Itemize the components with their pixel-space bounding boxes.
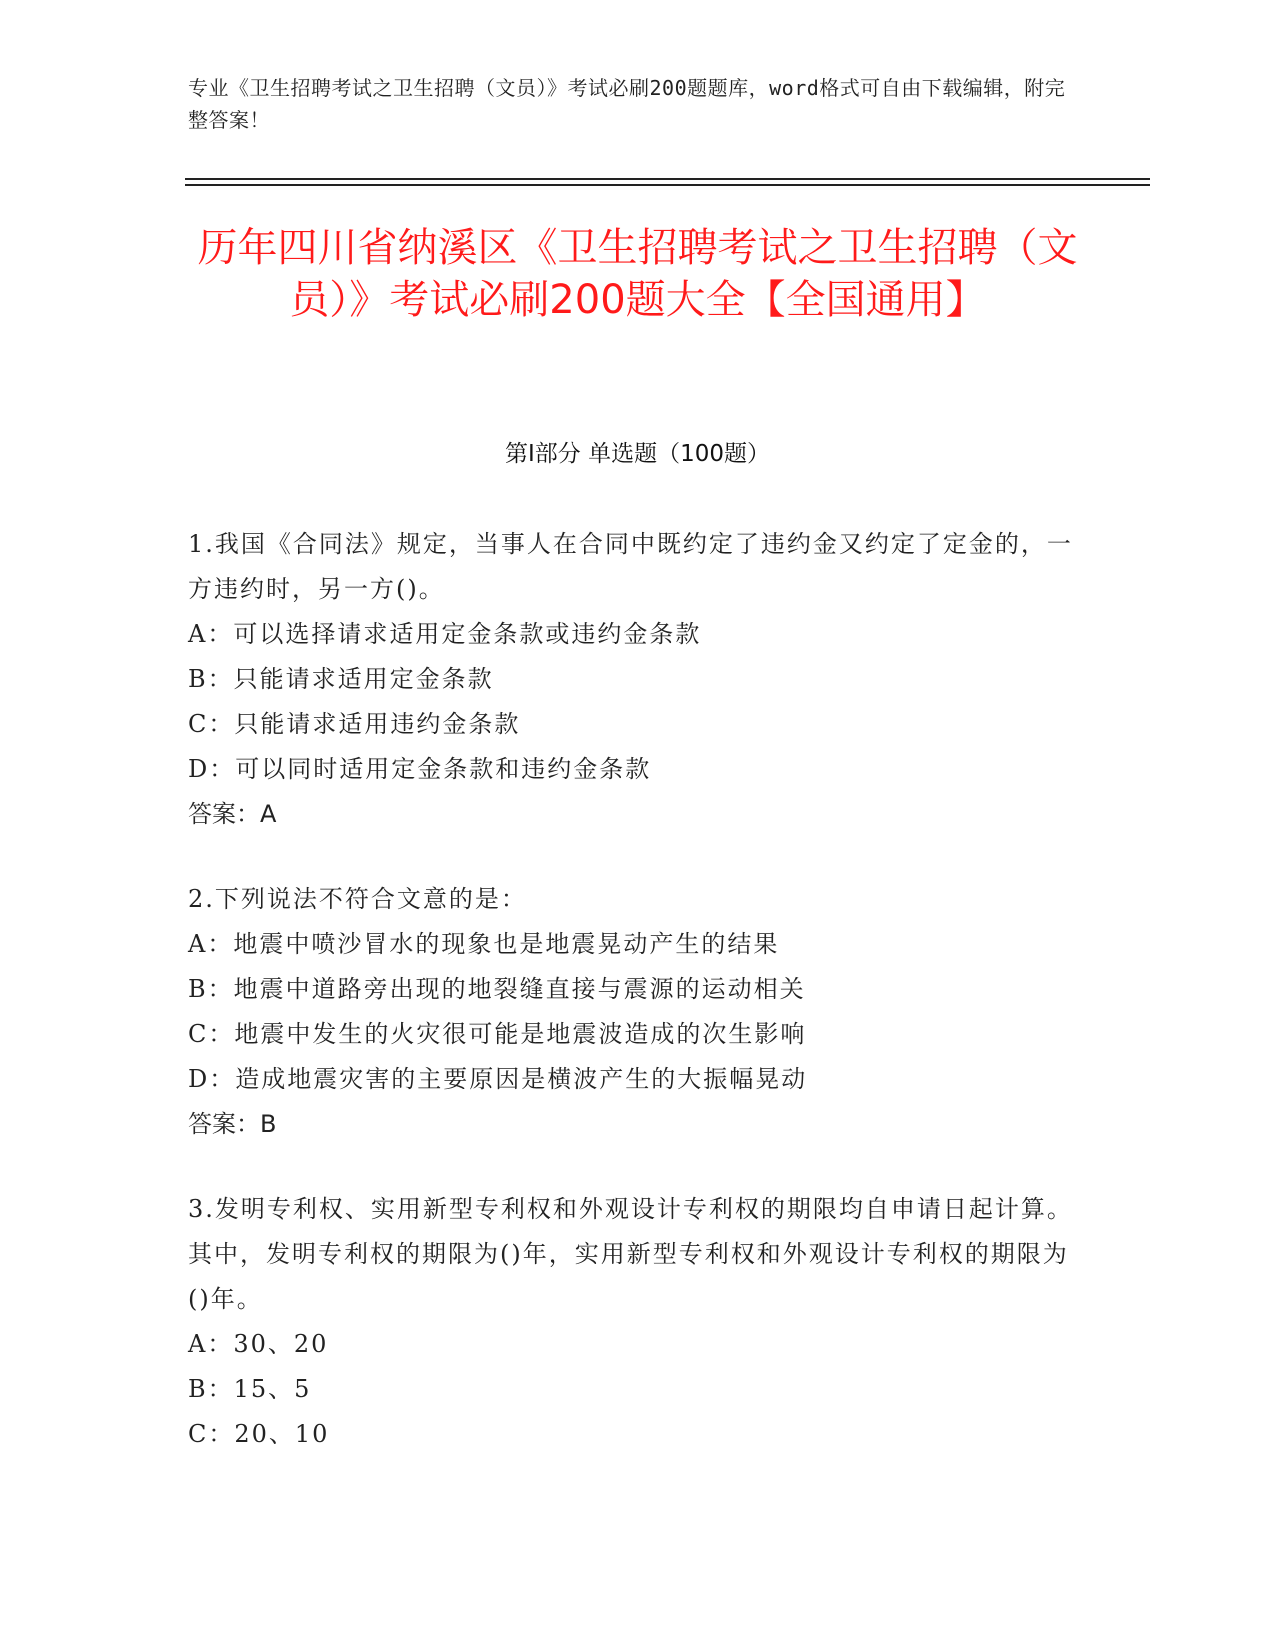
question-stem: 2.下列说法不符合文意的是： — [188, 885, 527, 913]
answer: 答案：A — [188, 800, 277, 828]
question-2 — [188, 877, 1088, 1147]
question-1 — [188, 522, 1088, 837]
header-note: 专业《卫生招聘考试之卫生招聘（文员）》考试必刷200题题库，word格式可自由下载编辑，附完整答案！ — [188, 76, 1066, 132]
option-c: C：地震中发生的火灾很可能是地震波造成的次生影响 — [188, 1020, 807, 1048]
question-list — [188, 522, 1088, 1497]
question-3 — [188, 1187, 1088, 1457]
answer: 答案：B — [188, 1110, 277, 1138]
header-rule-top — [185, 178, 1150, 180]
option-a: A：地震中喷沙冒水的现象也是地震晃动产生的结果 — [188, 930, 780, 958]
option-c: C：只能请求适用违约金条款 — [188, 710, 521, 738]
option-a: A：可以选择请求适用定金条款或违约金条款 — [188, 620, 702, 648]
question-stem: 3.发明专利权、实用新型专利权和外观设计专利权的期限均自申请日起计算。其中，发明专利权的期限为()年，实用新型专利权和外观设计专利权的期限为()年。 — [188, 1195, 1073, 1313]
option-b: B：15、5 — [188, 1375, 312, 1403]
option-d: D：造成地震灾害的主要原因是横波产生的大振幅晃动 — [188, 1065, 808, 1093]
option-b: B：地震中道路旁出现的地裂缝直接与震源的运动相关 — [188, 975, 806, 1003]
question-stem: 1.我国《合同法》规定，当事人在合同中既约定了违约金又约定了定金的，一方违约时，另一方()。 — [188, 530, 1073, 603]
option-a: A：30、20 — [188, 1330, 329, 1358]
option-b: B：只能请求适用定金条款 — [188, 665, 494, 693]
option-c: C：20、10 — [188, 1420, 330, 1448]
option-d: D：可以同时适用定金条款和违约金条款 — [188, 755, 652, 783]
header-rule-bottom — [185, 184, 1150, 186]
section-title: 第I部分 单选题（100题） — [505, 441, 770, 467]
document-title: 历年四川省纳溪区《卫生招聘考试之卫生招聘（文员）》考试必刷200题大全【全国通用】 — [197, 225, 1078, 323]
